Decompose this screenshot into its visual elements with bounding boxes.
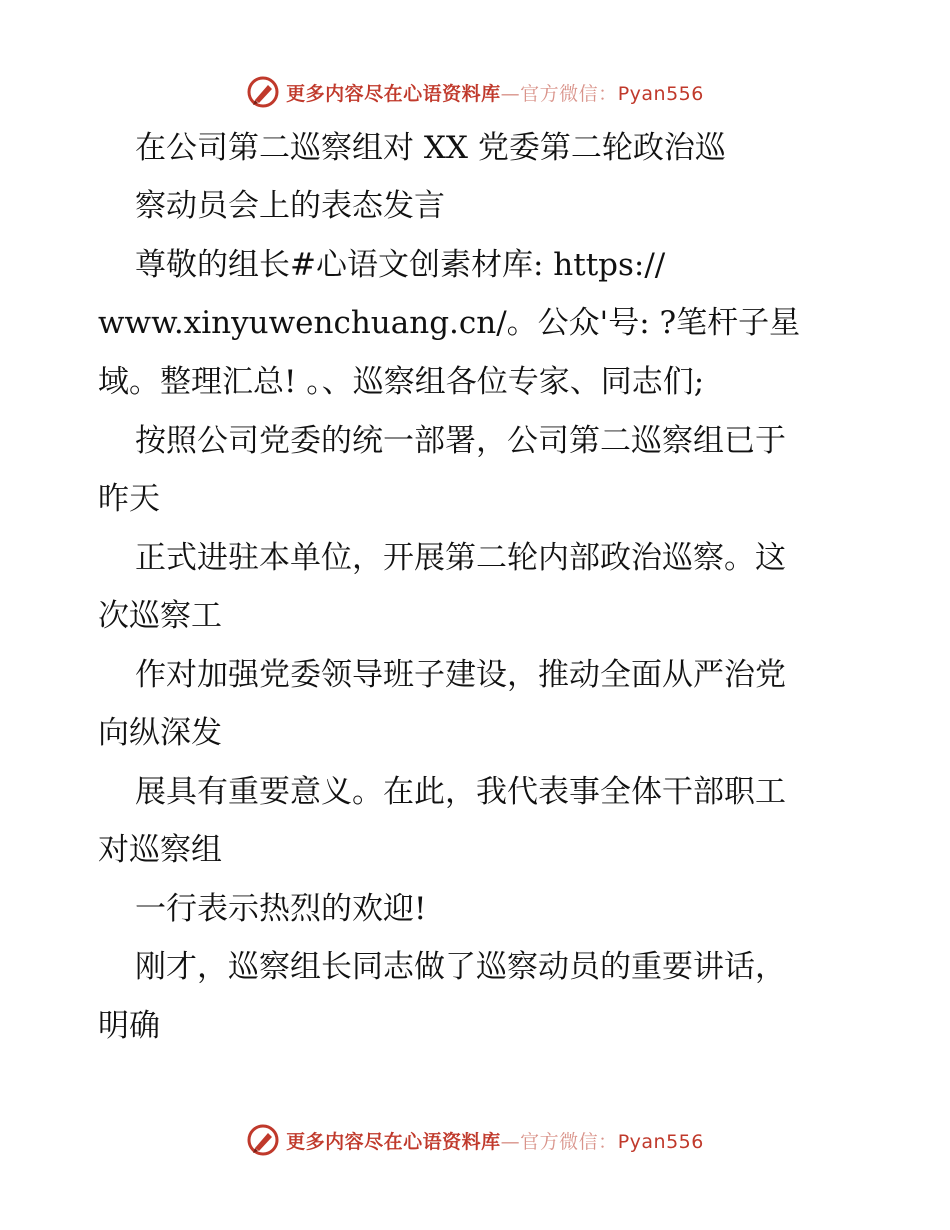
text-line: 次巡察工	[98, 598, 222, 634]
text-line: 明确	[98, 1008, 160, 1044]
watermark-brand: 更多内容尽在心语资料库	[286, 1130, 501, 1153]
footer-watermark	[0, 1120, 950, 1160]
watermark-brand: 更多内容尽在心语资料库	[286, 82, 501, 105]
text-line: 域。整理汇总! 。、巡察组各位专家、同志们;	[98, 364, 705, 400]
watermark-wechat-id: Pyan556	[617, 82, 704, 105]
text-line: 向纵深发	[98, 715, 222, 751]
watermark-wechat-label: 官方微信：	[520, 82, 618, 105]
text-line: 昨天	[98, 481, 160, 517]
watermark-text	[286, 1127, 704, 1154]
watermark-wechat-label: 官方微信：	[520, 1130, 618, 1153]
text-line: 展具有重要意义。在此，我代表事全体干部职工	[135, 774, 786, 810]
text-line: 尊敬的组长#心语文创素材库: https://	[135, 247, 666, 283]
text-line: 察动员会上的表态发言	[135, 188, 445, 224]
pen-logo-icon	[246, 1123, 280, 1157]
text-line: 对巡察组	[98, 832, 222, 868]
watermark-dash: —	[500, 82, 521, 105]
text-line: 一行表示热烈的欢迎!	[135, 891, 427, 927]
text-line: 在公司第二巡察组对 XX 党委第二轮政治巡	[135, 130, 726, 166]
text-line: 按照公司党委的统一部署，公司第二巡察组已于	[135, 423, 786, 459]
text-line: 作对加强党委领导班子建设，推动全面从严治党	[135, 657, 786, 693]
text-line: www.xinyuwenchuang.cn/。公众'号: ?笔杆子星	[98, 305, 801, 341]
watermark-wechat-id: Pyan556	[617, 1130, 704, 1153]
text-line: 正式进驻本单位，开展第二轮内部政治巡察。这	[135, 540, 786, 576]
watermark-dash: —	[500, 1130, 521, 1153]
text-line: 刚才，巡察组长同志做了巡察动员的重要讲话，	[135, 949, 786, 985]
